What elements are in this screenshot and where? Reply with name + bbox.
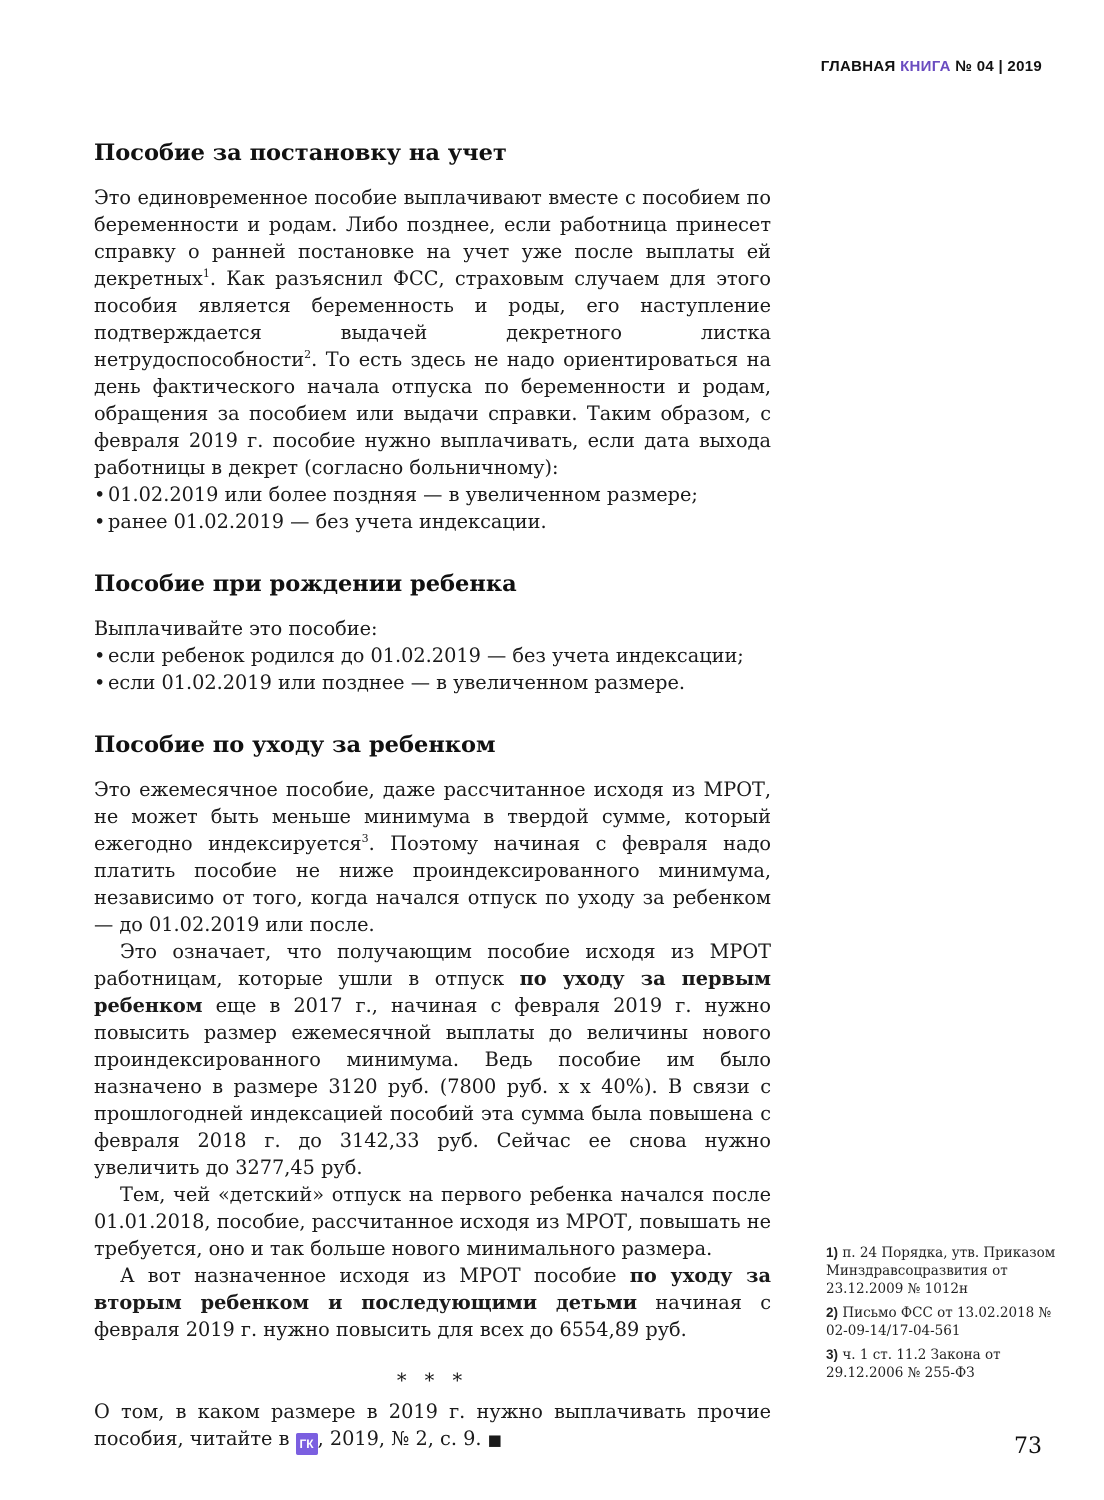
emphasis: по уходу за вторым ребенком и последующими детьми <box>94 1264 771 1314</box>
list-item: • если 01.02.2019 или позднее — в увеличенном размере. <box>94 669 771 696</box>
text-run: Это единовременное пособие выплачивают вместе с пособием по беременности и родам. Либо позднее, если работница принесет справку о ранней постановке на учет уже после выплаты ей декретных <box>94 186 771 290</box>
footnote-ref[interactable]: 2 <box>304 348 312 361</box>
list-item: • ранее 01.02.2019 — без учета индексации. <box>94 508 771 535</box>
list-item: • 01.02.2019 или более поздняя — в увеличенном размере; <box>94 481 771 508</box>
closing-paragraph <box>94 1398 771 1455</box>
section-heading: Пособие при рождении ребенка <box>94 571 517 597</box>
footnote-text: п. 24 Порядка, утв. Приказом Минздравсоцразвития от 23.12.2009 № 1012н <box>826 1245 1056 1297</box>
footnote-number: 1) <box>826 1245 839 1260</box>
text-run: , 2019, № 2, с. 9. <box>317 1427 482 1450</box>
footnote-ref[interactable]: 1 <box>202 267 210 280</box>
text-run: . Поэтому начиная с февраля надо платить пособие не ниже проиндексированного минимума, независимо от того, когда начался отпуск по уходу за ребенком — до 01.02.2019 или после. <box>94 832 771 936</box>
emphasis: по уходу за первым ребенком <box>94 967 772 1017</box>
header-title-accent: КНИГА <box>900 58 951 75</box>
text-run: . То есть здесь не надо ориентироваться на день фактического начала отпуска по беременности и родам, обращения за пособием или выдачи справки. Таким образом, с февраля 2019 г. пособие нужно выплачивать, если дата выхода работницы в декрет (согласно больничному): <box>94 348 771 479</box>
magazine-header <box>821 58 1042 75</box>
section-childcare-benefit <box>94 730 771 1343</box>
paragraph <box>94 184 771 481</box>
text-run: . Как разъяснил ФСС, страховым случаем для этого пособия является беременность и роды, его наступление подтверждается выдачей декретного листка нетрудоспособности <box>94 267 771 371</box>
header-issue: № 04 | 2019 <box>955 58 1042 75</box>
footnote <box>826 1304 1056 1340</box>
text-run: О том, в каком размере в 2019 г. нужно выплачивать прочие пособия, читайте в <box>94 1400 771 1450</box>
text-run: Это ежемесячное пособие, даже рассчитанное исходя из МРОТ, не может быть меньше минимума в твердой сумме, который ежегодно индексируется <box>94 778 771 855</box>
footnote-ref[interactable]: 3 <box>361 832 369 845</box>
paragraph <box>94 1262 771 1343</box>
header-title-main: ГЛАВНАЯ <box>820 58 896 75</box>
gk-logo-icon[interactable]: ГК <box>296 1433 318 1455</box>
footnote-text: ч. 1 ст. 11.2 Закона от 29.12.2006 № 255-ФЗ <box>826 1347 1001 1381</box>
footnote <box>826 1346 1056 1382</box>
article-body <box>94 138 771 1455</box>
paragraph: Тем, чей «детский» отпуск на первого ребенка начался после 01.01.2018, пособие, рассчитанное исходя из МРОТ, повышать не требуется, оно и так больше нового минимального размера. <box>94 1183 771 1260</box>
footnote-number: 2) <box>826 1305 839 1320</box>
section-separator: * * * <box>396 1369 469 1392</box>
footnotes <box>826 1244 1056 1388</box>
text-run: Это означает, что получающим пособие исходя из МРОТ работницам, которые ушли в отпуск <box>94 940 771 990</box>
footnote <box>826 1244 1056 1298</box>
paragraph <box>94 776 771 938</box>
list-item: • если ребенок родился до 01.02.2019 — без учета индексации; <box>94 642 771 669</box>
page-number: 73 <box>1014 1434 1042 1459</box>
end-mark-icon: ■ <box>487 1431 502 1449</box>
bullet-list <box>94 642 771 696</box>
paragraph: Выплачивайте это пособие: <box>94 617 378 640</box>
text-run: начиная с февраля 2019 г. нужно повысить для всех до 6554,89 руб. <box>94 1291 771 1341</box>
footnote-text: Письмо ФСС от 13.02.2018 № 02-09-14/17-04-561 <box>826 1305 1052 1339</box>
section-registration-benefit <box>94 138 771 535</box>
section-heading: Пособие за постановку на учет <box>94 140 507 166</box>
bullet-list <box>94 481 771 535</box>
section-heading: Пособие по уходу за ребенком <box>94 732 496 758</box>
footnote-number: 3) <box>826 1347 839 1362</box>
text-run: А вот назначенное исходя из МРОТ пособие <box>120 1264 630 1287</box>
section-birth-benefit <box>94 569 771 696</box>
paragraph <box>94 938 771 1181</box>
text-run: еще в 2017 г., начиная с февраля 2019 г. нужно повысить размер ежемесячной выплаты до величины нового проиндексированного минимума. Ведь пособие им было назначено в размере 3120 руб. (7800 руб. х х 40%). В связи с прошлогодней индексацией пособий эта сумма была повышена с февраля 2018 г. до 3142,33 руб. Сейчас ее снова нужно увеличить до 3277,45 руб. <box>94 994 771 1179</box>
